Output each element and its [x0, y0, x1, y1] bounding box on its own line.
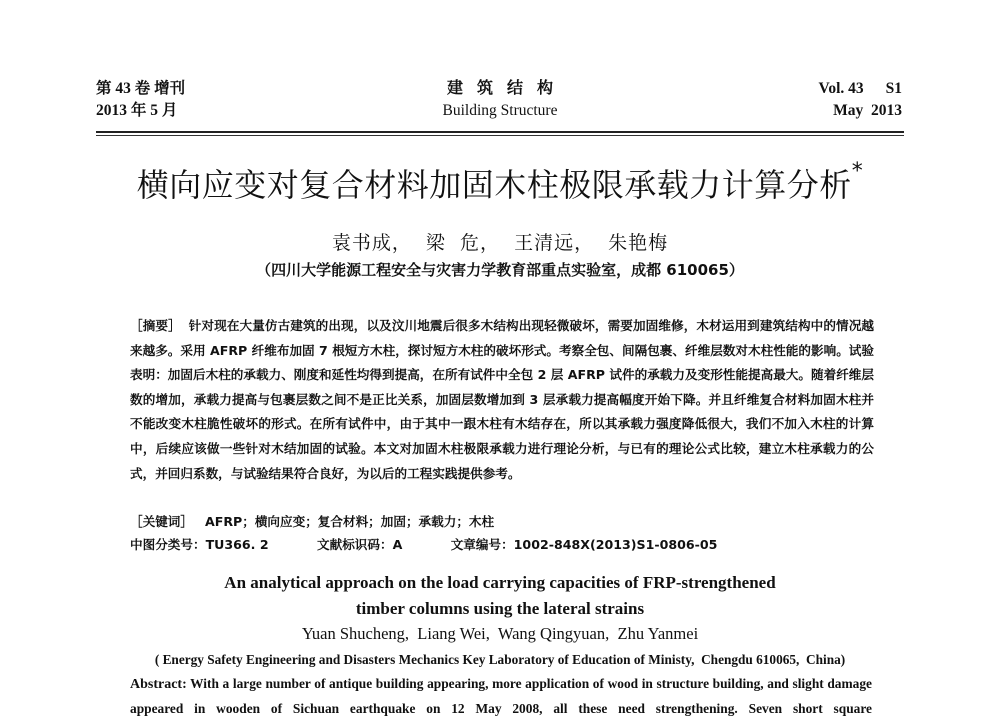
publication-date-cn: 2013 年 5 月 [96, 102, 178, 119]
volume-line-en [819, 78, 902, 100]
journal-name [380, 78, 620, 122]
clc-value: TU366. 2 [205, 537, 269, 552]
abstract-label-cn: ［摘要］ [130, 318, 181, 333]
abstract-en [130, 672, 872, 721]
title-footnote-mark: * [851, 159, 864, 185]
journal-name-en: Building Structure [442, 102, 558, 119]
journal-volume-info-en [819, 78, 902, 122]
classification-line [130, 534, 717, 553]
keywords-label: ［关键词］ [130, 514, 193, 529]
keywords-cn [130, 511, 494, 530]
title-en-line-2: timber columns using the lateral strains [355, 599, 645, 618]
volume-en: Vol. 43 [818, 80, 864, 97]
article-number [451, 537, 718, 552]
clc-number [130, 537, 269, 552]
affiliation-en: ( Energy Safety Engineering and Disasters Mechanics Key Laboratory of Education of Ministy, Chengdu 610065, China) [154, 652, 846, 667]
paper-title-en [0, 570, 1000, 622]
doc-code-value: A [392, 537, 403, 552]
abstract-text-en: With a large number of antique building appearing, more application of wood in structure building, and slight damage appeared in wooden of Sichuan earthquake on 12 May 2008, all these need strengthening. Seven short square [130, 676, 872, 716]
abstract-label-en: Abstract [130, 677, 183, 692]
clc-label: 中图分类号： [130, 537, 206, 552]
affiliation-cn: （四川大学能源工程安全与灾害力学教育部重点实验室，成都 610065） [256, 261, 744, 279]
header-rule-thin [96, 135, 904, 136]
article-no-label: 文章编号： [450, 537, 514, 552]
header-rule-thick [96, 131, 904, 133]
paper-title-cn [0, 160, 1000, 206]
publication-date-en: May 2013 [833, 102, 902, 119]
abstract-text-cn: 针对现在大量仿古建筑的出现，以及汶川地震后很多木结构出现轻微破坏，需要加固维修，木材运用到建筑结构中的情况越来越多。采用 AFRP 纤维布加固 7 根短方木柱，探讨短方木柱的破坏形式。考察全包、间隔包裹、纤维层数对木柱性能的影响。试验表明：加固后木柱的承载力、刚度和延性均得到提高，在所有试件中全包 2 层 AFRP 试件的承载力及变形性能提高最大。随着纤维层数的增加，承载力提高与包裹层数之间不是正比关系，加固层数增加到 3 层承载力提高幅度开始下降。并且纤维复合材料加固木柱并不能改变木柱脆性破坏的形式。在所有试件中，由于其中一跟木柱有木结存在，所以其承载力强度降低很大，我们不加入木柱的计算中，后续应该做一些针对木结加固的试验。本文对加固木柱极限承载力进行理论分析，与已有的理论公式比较，建立木柱承载力的公式，并回归系数，与试验结果符合良好，为以后的工程实践提供参考。 [130, 318, 875, 481]
journal-name-cn: 建筑结构 [446, 80, 567, 97]
volume-issue-cn: 第 43 卷 增刊 [96, 80, 186, 97]
title-en-line-1: An analytical approach on the load carrying capacities of FRP-strengthened [224, 573, 776, 592]
keywords-list: AFRP；横向应变；复合材料；加固；承载力；木柱 [204, 514, 495, 529]
issue-en: S1 [885, 80, 902, 97]
authors-en: Yuan Shucheng, Liang Wei, Wang Qingyuan, Zhu Yanmei [301, 624, 699, 643]
document-code [317, 537, 402, 552]
journal-volume-info [96, 78, 185, 122]
title-text: 横向应变对复合材料加固木柱极限承载力计算分析 [136, 166, 852, 204]
abstract-cn [130, 314, 874, 486]
abstract-separator: : [182, 677, 187, 692]
authors-cn: 袁书成， 梁 危， 王清远， 朱艳梅 [331, 232, 669, 254]
article-no-value: 1002-848X(2013)S1-0806-05 [513, 537, 718, 552]
doc-code-label: 文献标识码： [317, 537, 393, 552]
